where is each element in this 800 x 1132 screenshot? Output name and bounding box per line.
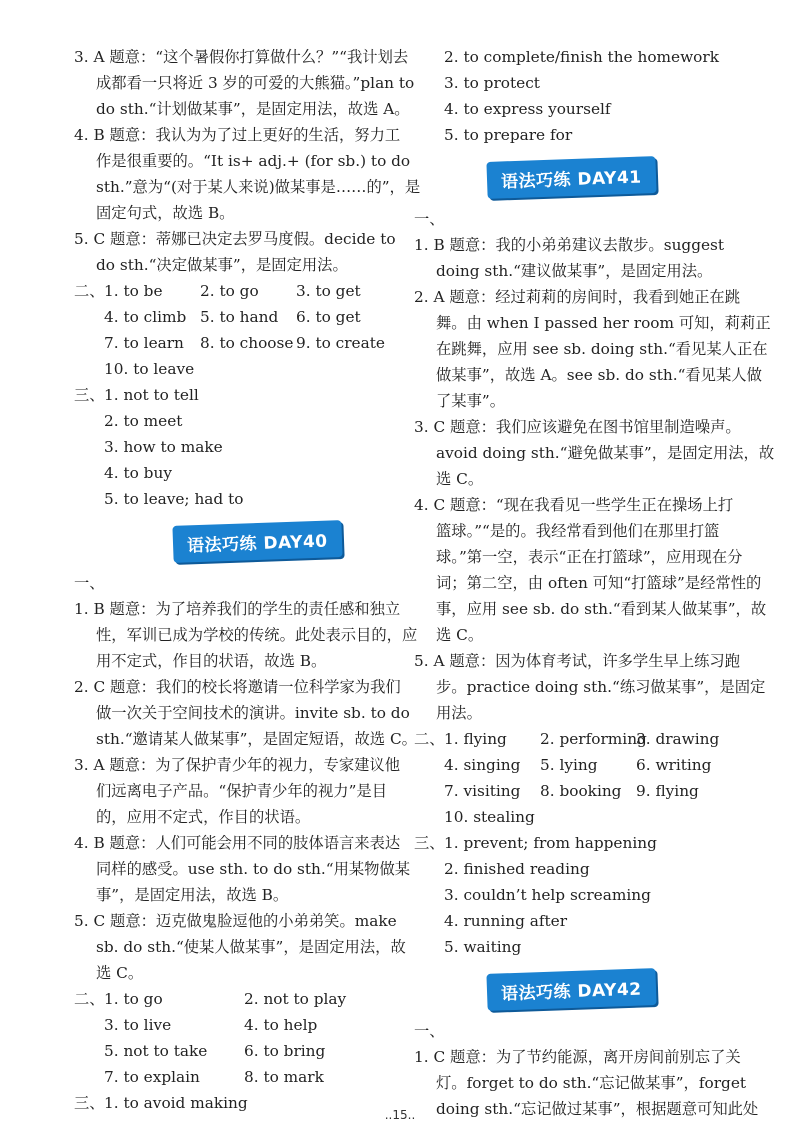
text-line: sth.“邀请某人做某事”，是固定短语，故选 C。 [96, 730, 417, 748]
text-line: do sth.“计划做某事”，是固定用法，故选 A。 [96, 100, 410, 118]
page-number: ..15.. [384, 1108, 416, 1122]
list-item: 5. to leave; had to [104, 490, 244, 508]
text-line: 选 C。 [96, 964, 144, 982]
text-line: 用不定式，作目的状语，故选 B。 [96, 652, 327, 670]
text-line: 在跳舞，应用 see sb. doing sth.“看见某人正在 [436, 340, 768, 358]
text-line: 2. C 题意：我们的校长将邀请一位科学家为我们 [74, 678, 401, 696]
text-line: 4. B 题意：人们可能会用不同的肢体语言来表达 [74, 834, 401, 852]
text-line: 1. B 题意：我的小弟弟建议去散步。suggest [414, 236, 725, 254]
list-item: 1. prevent; from happening [444, 834, 657, 852]
day40-section-3-continued [414, 44, 728, 148]
text-line: do sth.“决定做某事”，是固定用法。 [96, 256, 348, 274]
answer-4 [74, 122, 421, 226]
text-line: 灯。forget to do sth.“忘记做某事”，forget [436, 1074, 747, 1092]
text-line: 篮球。”“是的。我经常看到他们在那里打篮 [436, 522, 720, 540]
text-line: 事，应用 see sb. do sth.“看到某人做某事”，故 [436, 600, 767, 618]
text-line: 3. A 题意：为了保护青少年的视力，专家建议他 [74, 756, 401, 774]
grid-cell: 3. drawing [636, 730, 720, 748]
text-line: doing sth.“忘记做过某事”，根据题意可知此处 [436, 1100, 759, 1118]
text-line: 做某事”，故选 A。see sb. do sth.“看见某人做 [436, 366, 762, 384]
text-line: 1. B 题意：为了培养我们的学生的责任感和独立 [74, 600, 401, 618]
text-line: 的，应用不定式，作目的状语。 [96, 808, 311, 826]
list-item: 4. to express yourself [444, 100, 611, 118]
text-line: 5. A 题意：因为体育考试，许多学生早上练习跑 [414, 652, 741, 670]
day41-section-2 [414, 726, 728, 830]
text-line: sb. do sth.“使某人做某事”，是固定用法，故 [96, 938, 406, 956]
grid-cell: 4. to climb [104, 308, 187, 326]
grid-cell: 2. not to play [244, 990, 347, 1008]
section-label: 一、 [414, 1022, 445, 1040]
grid-cell: 4. to help [244, 1016, 318, 1034]
section-label: 一、 [74, 574, 105, 592]
text-line: 3. A 题意：“这个暑假你打算做什么？”“我计划去 [74, 48, 409, 66]
grid-cell: 8. booking [540, 782, 622, 800]
list-item: 3. couldn’t help screaming [444, 886, 651, 904]
day41-section-3 [414, 830, 728, 960]
grid-cell: 2. to go [200, 282, 259, 300]
text-line: 球。”第一空，表示“正在打篮球”，应用现在分 [436, 548, 743, 566]
text-line: doing sth.“建议做某事”，是固定用法。 [436, 262, 713, 280]
grid-cell: 9. to create [296, 334, 385, 352]
grid-cell: 5. lying [540, 756, 598, 774]
grid-cell: 4. singing [444, 756, 521, 774]
section-label: 二、 [74, 282, 105, 300]
text-line: 固定句式，故选 B。 [96, 204, 235, 222]
day40-banner: 语法巧练 DAY40 [172, 520, 342, 563]
grid-cell: 7. to explain [104, 1068, 200, 1086]
text-line: 1. C 题意：为了节约能源，离开房间前别忘了关 [414, 1048, 741, 1066]
grid-cell: 9. flying [636, 782, 699, 800]
list-item: 1. to avoid making [104, 1094, 248, 1112]
day41-answers [414, 232, 775, 726]
grid-cell: 7. to learn [104, 334, 184, 352]
text-line: 2. A 题意：经过莉莉的房间时，我看到她正在跳 [414, 288, 741, 306]
grid-cell: 5. to hand [200, 308, 279, 326]
section-label: 三、 [74, 386, 105, 404]
text-line: 用法。 [436, 704, 482, 722]
grid-cell: 10. to leave [104, 360, 195, 378]
text-line: 5. C 题意：迈克做鬼脸逗他的小弟弟笑。make [74, 912, 397, 930]
text-line: 4. C 题意：“现在我看见一些学生正在操场上打 [414, 496, 734, 514]
text-line: sth.”意为“(对于某人来说)做某事是……的”，是 [96, 178, 421, 196]
grid-cell: 5. not to take [104, 1042, 208, 1060]
section-label: 三、 [414, 834, 445, 852]
answer-5 [74, 226, 400, 278]
grid-cell: 1. to go [104, 990, 163, 1008]
list-item: 3. how to make [104, 438, 223, 456]
text-line: avoid doing sth.“避免做某事”，是固定用法，故 [436, 444, 775, 462]
text-line: 3. C 题意：我们应该避免在图书馆里制造噪声。 [414, 418, 741, 436]
list-item: 2. to complete/finish the homework [444, 48, 719, 66]
text-line: 了某事”。 [436, 392, 506, 410]
section-3-list [74, 382, 400, 512]
grid-cell: 10. stealing [444, 808, 535, 826]
section-label: 三、 [74, 1094, 105, 1112]
section-label: 二、 [414, 730, 445, 748]
text-line: 选 C。 [436, 626, 484, 644]
text-line: 4. B 题意：我认为为了过上更好的生活，努力工 [74, 126, 401, 144]
text-line: 做一次关于空间技术的演讲。invite sb. to do [96, 704, 410, 722]
list-item: 4. running after [444, 912, 568, 930]
right-column [414, 44, 775, 1122]
grid-cell: 1. flying [444, 730, 507, 748]
grid-cell: 3. to get [296, 282, 361, 300]
day41-banner: 语法巧练 DAY41 [486, 156, 656, 199]
grid-cell: 8. to mark [244, 1068, 324, 1086]
grid-cell: 7. visiting [444, 782, 521, 800]
list-item: 5. waiting [444, 938, 522, 956]
day40-answers [74, 596, 418, 986]
day40-section-2 [74, 986, 400, 1090]
text-line: 词；第二空，由 often 可知“打篮球”是经常性的 [436, 574, 762, 592]
grid-cell: 6. writing [636, 756, 712, 774]
grid-cell: 6. to get [296, 308, 361, 326]
text-line: 5. C 题意：蒂娜已决定去罗马度假。decide to [74, 230, 396, 248]
text-line: 事”，是固定用法，故选 B。 [96, 886, 289, 904]
answer-3 [74, 44, 415, 122]
text-line: 舞。由 when I passed her room 可知，莉莉正 [436, 314, 771, 332]
day42-banner: 语法巧练 DAY42 [486, 968, 656, 1011]
list-item: 1. not to tell [104, 386, 199, 404]
list-item: 4. to buy [104, 464, 172, 482]
list-item: 2. to meet [104, 412, 183, 430]
text-line: 性，军训已成为学校的传统。此处表示目的，应 [96, 626, 418, 644]
list-item: 2. finished reading [444, 860, 590, 878]
text-line: 成都看一只将近 3 岁的可爱的大熊猫。”plan to [96, 74, 415, 92]
section-2-grid [74, 278, 400, 382]
text-line: 选 C。 [436, 470, 484, 488]
grid-cell: 1. to be [104, 282, 163, 300]
grid-cell: 6. to bring [244, 1042, 326, 1060]
grid-cell: 8. to choose [200, 334, 294, 352]
text-line: 们远离电子产品。“保护青少年的视力”是目 [96, 782, 387, 800]
text-line: 作是很重要的。“It is+ adj.+ (for sb.) to do [96, 152, 411, 170]
text-line: 同样的感受。use sth. to do sth.“用某物做某 [96, 860, 411, 878]
list-item: 3. to protect [444, 74, 540, 92]
section-label: 二、 [74, 990, 105, 1008]
grid-cell: 3. to live [104, 1016, 172, 1034]
list-item: 5. to prepare for [444, 126, 573, 144]
grid-cell: 2. performing [540, 730, 647, 748]
text-line: 步。practice doing sth.“练习做某事”，是固定 [436, 678, 766, 696]
section-label: 一、 [414, 210, 445, 228]
